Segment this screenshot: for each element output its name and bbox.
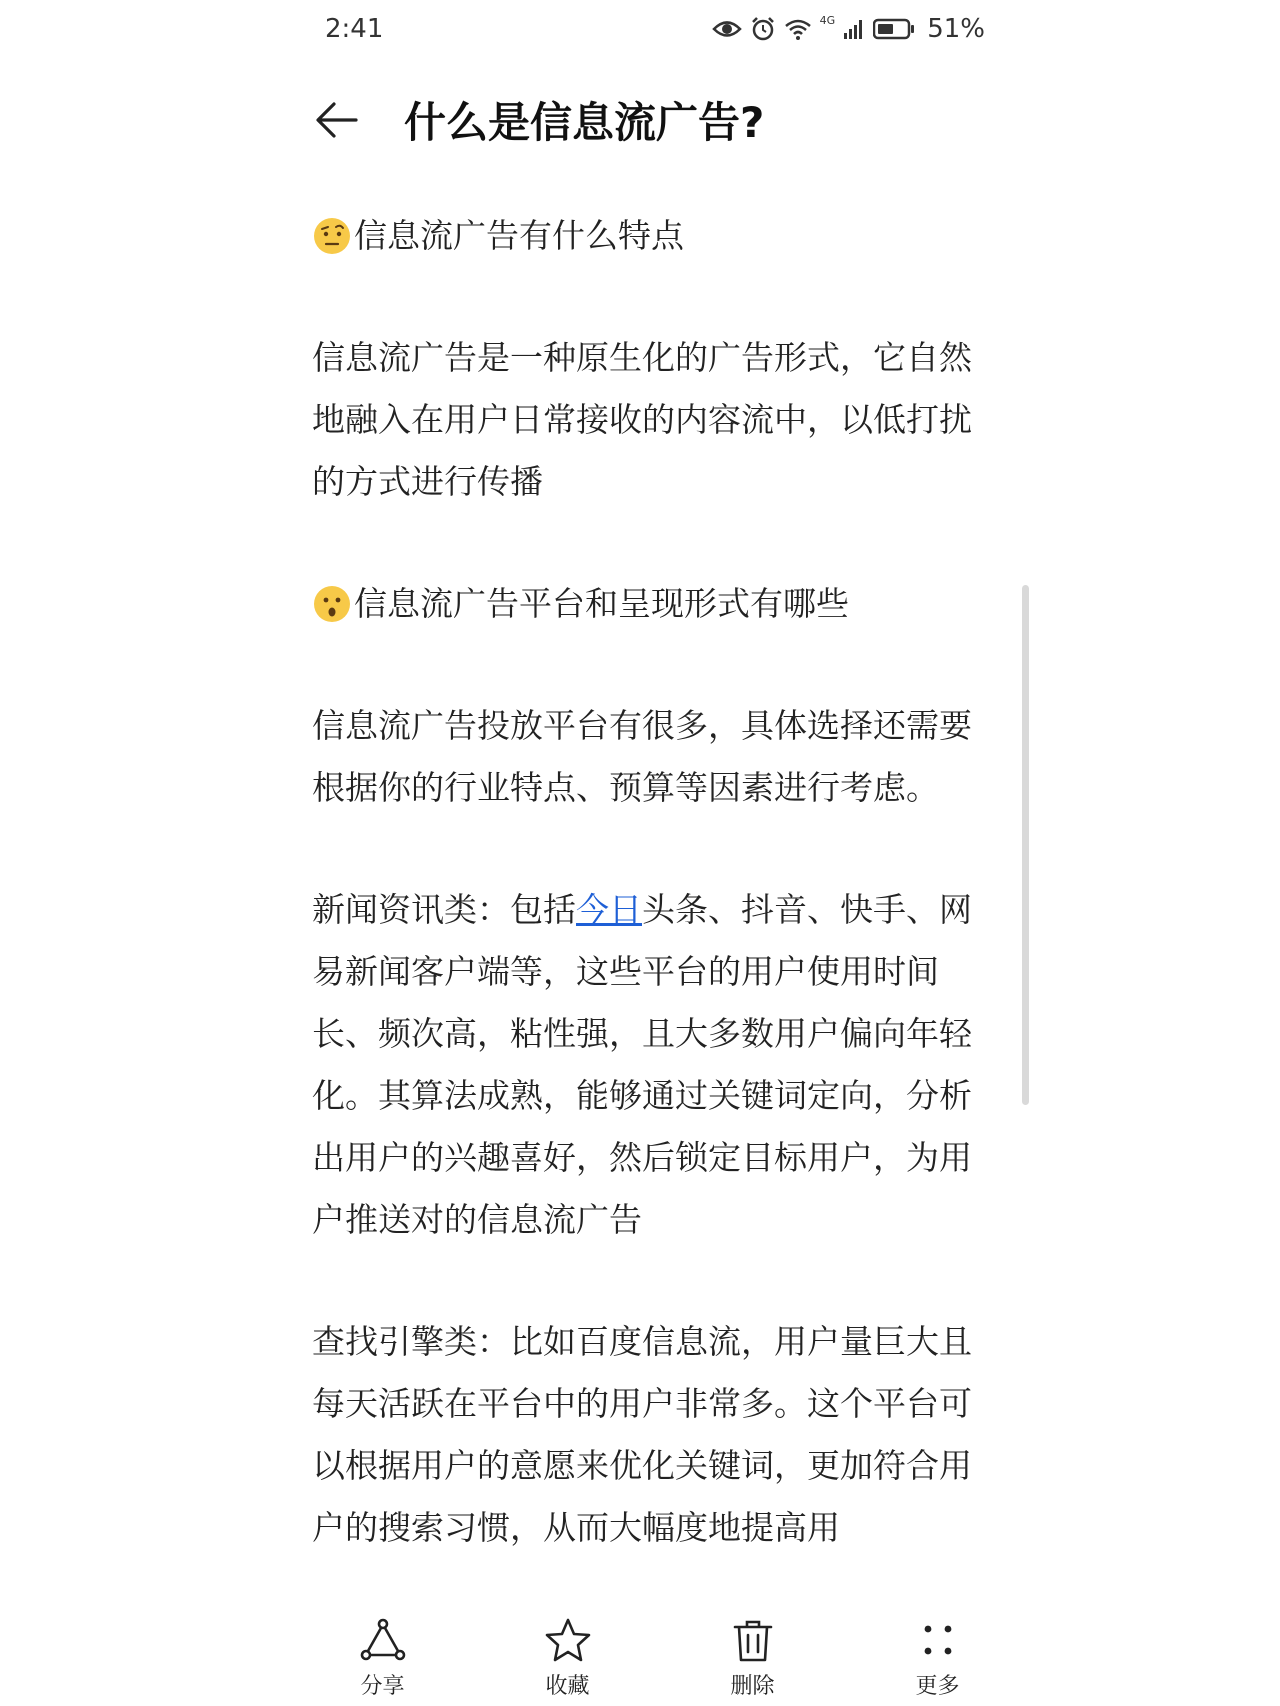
more-button[interactable] <box>863 1615 1013 1706</box>
favorite-label: 收藏 <box>545 1674 590 1699</box>
back-arrow-icon[interactable] <box>312 95 362 145</box>
delete-label: 删除 <box>730 1674 775 1699</box>
more-label: 更多 <box>915 1674 960 1699</box>
share-button[interactable] <box>308 1615 458 1706</box>
section-heading-text: 信息流广告平台和呈现形式有哪些 <box>354 584 849 623</box>
status-time: 2:41 <box>325 14 384 44</box>
battery-icon <box>873 18 915 40</box>
paragraph: 信息流广告是一种原生化的广告形式，它自然地融入在用户日常接收的内容流中，以低打扰的方式进行传播 <box>312 338 972 501</box>
wifi-icon <box>784 18 812 40</box>
trash-icon <box>727 1615 779 1667</box>
keyword-link[interactable]: 今日 <box>576 890 642 929</box>
paragraph-text: 新闻资讯类：包括 <box>312 890 576 929</box>
paragraph: 查找引擎类：比如百度信息流，用户量巨大且每天活跃在平台中的用户非常多。这个平台可以根据用户的意愿来优化关键词，更加符合用户的搜索习惯，从而大幅度地提高用 <box>312 1322 972 1547</box>
star-icon <box>542 1615 594 1667</box>
eye-icon <box>712 18 742 40</box>
delete-button[interactable] <box>678 1615 828 1706</box>
note-content <box>312 205 980 1619</box>
share-label: 分享 <box>360 1674 405 1699</box>
status-icons <box>712 14 985 44</box>
share-icon <box>357 1615 409 1667</box>
paragraph <box>312 879 980 1251</box>
header <box>312 88 1012 152</box>
paragraph-text: 头条、抖音、快手、网易新闻客户端等，这些平台的用户使用时间长、频次高，粘性强，且大多数用户偏向年轻化。其算法成熟，能够通过关键词定向，分析出用户的兴趣喜好，然后锁定目标用户，为用户推送对的信息流广告 <box>312 890 972 1239</box>
bottom-action-bar <box>290 1615 1030 1706</box>
favorite-button[interactable] <box>493 1615 643 1706</box>
section-heading <box>312 205 980 267</box>
raised-eyebrow-face-emoji <box>312 216 352 256</box>
alarm-icon <box>750 16 776 42</box>
status-bar <box>325 10 985 50</box>
page-title: 什么是信息流广告? <box>404 98 765 147</box>
section-heading-text: 信息流广告有什么特点 <box>354 216 684 255</box>
paragraph: 信息流广告投放平台有很多，具体选择还需要根据你的行业特点、预算等因素进行考虑。 <box>312 706 972 807</box>
section-heading <box>312 573 980 635</box>
network-type-label: 4G <box>819 14 836 27</box>
battery-percent: 51% <box>927 14 985 44</box>
scrollbar[interactable] <box>1022 585 1029 1105</box>
signal-icon <box>843 18 865 40</box>
more-dots-icon <box>912 1615 964 1667</box>
surprised-face-emoji <box>312 584 352 624</box>
